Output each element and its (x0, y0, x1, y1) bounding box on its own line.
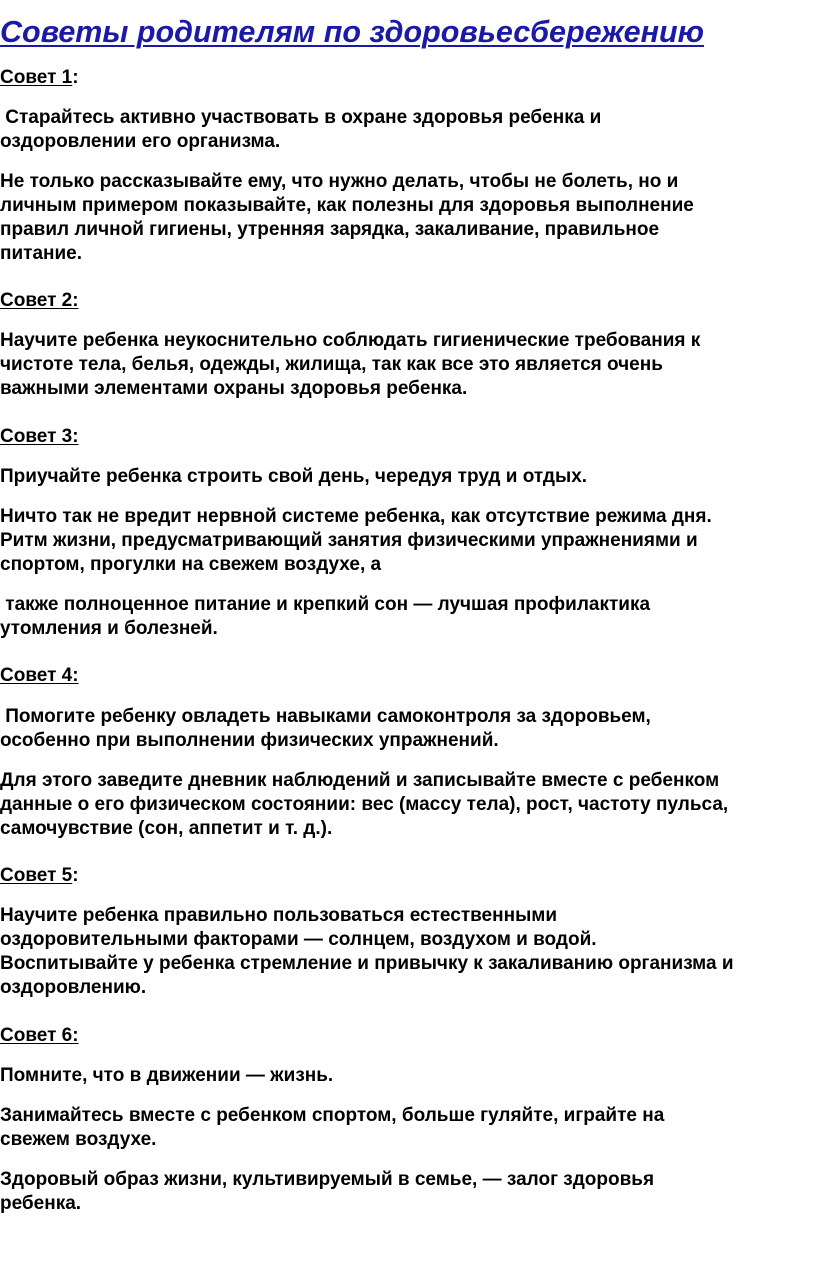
paragraph-line: питание. (0, 243, 83, 264)
tip-label: Совет 1 (0, 67, 73, 88)
tip-3-paragraph-2 (0, 505, 816, 577)
paragraph-line: Приучайте ребенка строить свой день, чередуя труд и отдых. (0, 466, 588, 487)
tip-heading-3 (0, 425, 79, 449)
tip-1-paragraph-2 (0, 170, 816, 266)
paragraph-line: личным примером показывайте, как полезны для здоровья выполнение (0, 195, 694, 216)
tip-heading-6 (0, 1024, 79, 1048)
paragraph-line: Не только рассказывайте ему, что нужно делать, чтобы не болеть, но и (0, 171, 679, 192)
paragraph-line: Старайтесь активно участвовать в охране здоровья ребенка и (0, 107, 602, 128)
paragraph-line: данные о его физическом состоянии: вес (массу тела), рост, частоту пульса, (0, 794, 729, 815)
tip-heading-2 (0, 289, 79, 313)
paragraph-line: Ритм жизни, предусматривающий занятия физическими упражнениями и (0, 530, 698, 551)
tip-heading-4 (0, 664, 79, 688)
paragraph-line: ребенка. (0, 1193, 82, 1214)
tip-heading-1 (0, 66, 79, 90)
tip-4-paragraph-1 (0, 705, 816, 753)
tip-4-paragraph-2 (0, 769, 816, 841)
paragraph-line: утомления и болезней. (0, 618, 218, 639)
paragraph-line: свежем воздухе. (0, 1129, 157, 1150)
paragraph-line: Помогите ребенку овладеть навыками самоконтроля за здоровьем, (0, 706, 651, 727)
paragraph-line: спортом, прогулки на свежем воздухе, а (0, 554, 382, 575)
tip-label-suffix: : (72, 865, 79, 886)
paragraph-line: чистоте тела, белья, одежды, жилища, так как все это является очень (0, 354, 663, 375)
tip-3-paragraph-1 (0, 465, 816, 489)
paragraph-line: правил личной гигиены, утренняя зарядка, закаливание, правильное (0, 219, 660, 240)
paragraph-line: Научите ребенка неукоснительно соблюдать гигиенические требования к (0, 330, 701, 351)
paragraph-line: Здоровый образ жизни, культивируемый в семье, — залог здоровья (0, 1169, 655, 1190)
tip-3-paragraph-3 (0, 593, 816, 641)
paragraph-line: оздоровлению. (0, 977, 147, 998)
tip-label: Совет 5 (0, 865, 73, 886)
tip-6-paragraph-2 (0, 1104, 816, 1152)
page-title: Советы родителям по здоровьесбережению (0, 15, 705, 49)
tip-label: Совет 2: (0, 290, 79, 311)
paragraph-line: особенно при выполнении физических упражнений. (0, 730, 499, 751)
paragraph-line: Помните, что в движении — жизнь. (0, 1065, 334, 1086)
paragraph-line: Занимайтесь вместе с ребенком спортом, больше гуляйте, играйте на (0, 1105, 665, 1126)
paragraph-line: важными элементами охраны здоровья ребенка. (0, 378, 468, 399)
tip-label: Совет 4: (0, 665, 79, 686)
paragraph-line: Для этого заведите дневник наблюдений и записывайте вместе с ребенком (0, 770, 720, 791)
paragraph-line: Воспитывайте у ребенка стремление и привычку к закаливанию организма и (0, 953, 734, 974)
paragraph-line: оздоровлении его организма. (0, 131, 281, 152)
paragraph-line: Ничто так не вредит нервной системе ребенка, как отсутствие режима дня. (0, 506, 712, 527)
tip-label: Совет 6: (0, 1025, 79, 1046)
tip-label-suffix: : (72, 67, 79, 88)
tip-1-paragraph-1 (0, 106, 816, 154)
paragraph-line: также полноценное питание и крепкий сон — лучшая профилактика (0, 594, 651, 615)
paragraph-line: оздоровительными факторами — солнцем, воздухом и водой. (0, 929, 597, 950)
tip-heading-5 (0, 864, 79, 888)
paragraph-line: самочувствие (сон, аппетит и т. д.). (0, 818, 333, 839)
paragraph-line: Научите ребенка правильно пользоваться естественными (0, 905, 558, 926)
tip-6-paragraph-3 (0, 1168, 816, 1216)
tip-label: Совет 3: (0, 426, 79, 447)
tip-5-paragraph-1 (0, 904, 816, 1000)
tip-6-paragraph-1 (0, 1064, 816, 1088)
tip-2-paragraph-1 (0, 329, 816, 401)
